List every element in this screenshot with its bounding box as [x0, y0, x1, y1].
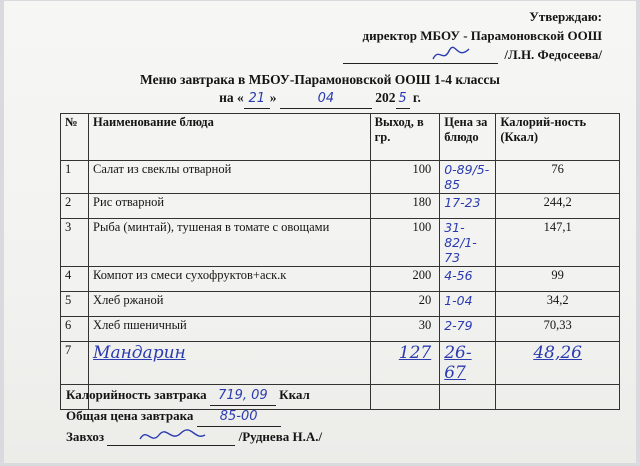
calories-unit: Ккал [279, 387, 310, 402]
calories-value: 719, 09 [210, 386, 276, 406]
table-header-row [61, 114, 620, 161]
table-row [61, 267, 620, 292]
row-price: 4-56 [440, 267, 496, 292]
price-label: Общая цена завтрака [66, 408, 194, 423]
header-output: Выход, в гр. [370, 114, 440, 161]
row-calories: 99 [496, 267, 620, 292]
footer-manager [66, 427, 322, 446]
row-number: 2 [61, 194, 89, 219]
director-name: /Л.Н. Федосеева/ [504, 47, 602, 62]
row-number: 4 [61, 267, 89, 292]
menu-table [60, 113, 620, 410]
price-value: 85-00 [197, 407, 281, 427]
row-calories: 244,2 [496, 194, 620, 219]
header-number: № [61, 114, 89, 161]
row-number: 7 [61, 342, 89, 385]
header-dish-name: Наименование блюда [89, 114, 371, 161]
menu-footer [66, 385, 322, 446]
row-output: 180 [370, 194, 440, 219]
row-output [370, 385, 440, 410]
row-dish-name: Мандарин [89, 342, 371, 385]
row-output: 30 [370, 317, 440, 342]
director-signature [343, 47, 498, 64]
row-number: 3 [61, 219, 89, 267]
date-prefix: на « [219, 90, 244, 105]
date-day-close: » [269, 90, 277, 105]
row-output: 200 [370, 267, 440, 292]
row-price: 17-23 [440, 194, 496, 219]
table-row [61, 161, 620, 194]
signature-scribble-icon [431, 45, 471, 63]
row-price: 1-04 [440, 292, 496, 317]
date-year-prefix: 202 [375, 90, 396, 105]
row-calories: 34,2 [496, 292, 620, 317]
row-number: 5 [61, 292, 89, 317]
row-dish-name: Рыба (минтай), тушеная в томате с овощами [89, 219, 371, 267]
table-row [61, 194, 620, 219]
row-output: 100 [370, 219, 440, 267]
row-calories [496, 385, 620, 410]
row-calories: 147,1 [496, 219, 620, 267]
title-main: Меню завтрака в МБОУ-Парамоновской ООШ 1-4 классы [140, 72, 500, 87]
row-dish-name: Рис отварной [89, 194, 371, 219]
row-number: 1 [61, 161, 89, 194]
header-calories: Калорий-ность (Ккал) [496, 114, 620, 161]
header-price: Цена за блюдо [440, 114, 496, 161]
manager-name: /Руднева Н.А./ [238, 429, 323, 444]
manager-signature [107, 429, 235, 446]
date-month: 04 [280, 90, 372, 109]
menu-date [219, 89, 421, 109]
table-row [61, 219, 620, 267]
calories-label: Калорийность завтрака [66, 387, 207, 402]
date-year-digit: 5 [396, 90, 410, 109]
date-day: 21 [244, 90, 270, 109]
row-dish-name: Хлеб пшеничный [89, 317, 371, 342]
approval-signature-line [343, 45, 602, 64]
row-output: 127 [370, 342, 440, 385]
approval-title: Утверждаю: [529, 9, 602, 24]
row-calories: 48,26 [496, 342, 620, 385]
table-row [61, 292, 620, 317]
row-calories: 76 [496, 161, 620, 194]
signature-scribble-icon [137, 427, 207, 445]
table-row [61, 317, 620, 342]
approval-position: директор МБОУ - Парамоновской ООШ [362, 28, 602, 43]
row-calories: 70,33 [496, 317, 620, 342]
row-output: 20 [370, 292, 440, 317]
row-dish-name: Хлеб ржаной [89, 292, 371, 317]
row-number: 6 [61, 317, 89, 342]
footer-price [66, 406, 322, 427]
approval-block [343, 7, 602, 64]
row-output: 100 [370, 161, 440, 194]
menu-sheet [4, 1, 636, 463]
menu-title [4, 71, 636, 109]
footer-calories [66, 385, 322, 406]
row-price: 0-89/5-85 [440, 161, 496, 194]
row-price: 26-67 [440, 342, 496, 385]
row-price: 2-79 [440, 317, 496, 342]
table-row [61, 342, 620, 385]
row-dish-name: Салат из свеклы отварной [89, 161, 371, 194]
row-price [440, 385, 496, 410]
row-price: 31-82/1-73 [440, 219, 496, 267]
row-dish-name: Компот из смеси сухофруктов+аск.к [89, 267, 371, 292]
manager-label: Завхоз [66, 429, 105, 444]
date-year-suffix: г. [412, 90, 421, 105]
